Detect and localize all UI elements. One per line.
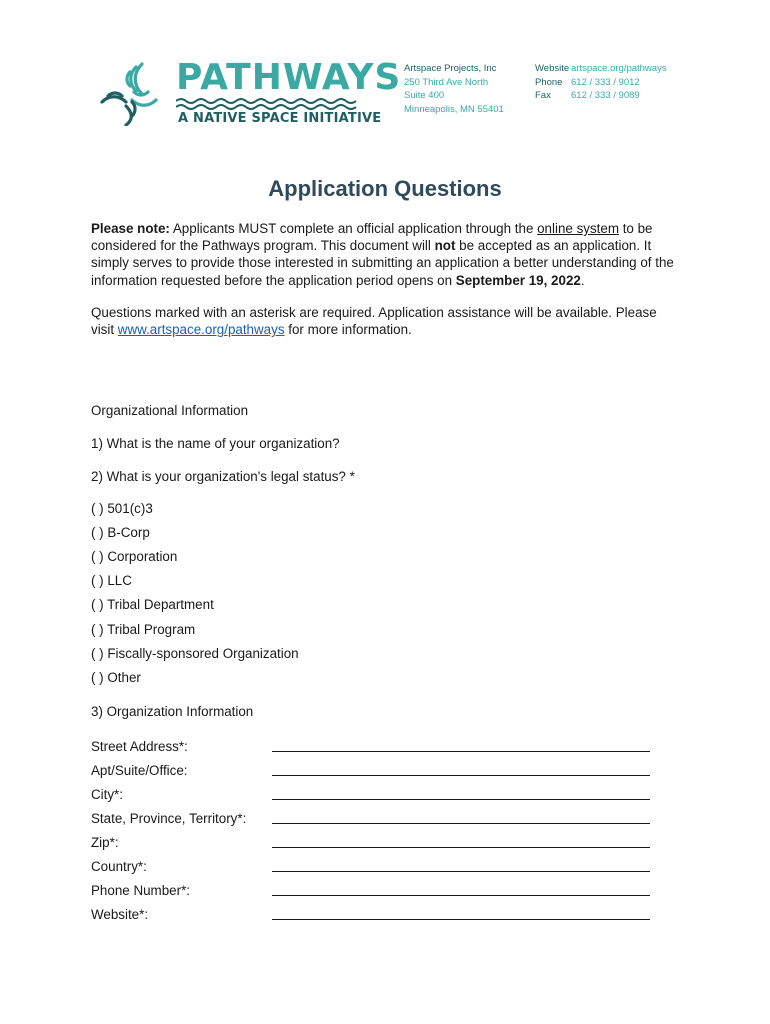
option-fiscally-sponsored[interactable]: ( ) Fiscally-sponsored Organization xyxy=(91,646,299,661)
website-field[interactable] xyxy=(272,918,650,920)
note-date: September 19, 2022 xyxy=(455,272,581,288)
option-b-corp[interactable]: ( ) B-Corp xyxy=(91,525,150,540)
option-tribal-department[interactable]: ( ) Tribal Department xyxy=(91,597,214,612)
option-llc[interactable]: ( ) LLC xyxy=(91,573,132,588)
fax-label: Fax xyxy=(535,90,551,102)
online-system-link[interactable]: online system xyxy=(537,221,619,236)
contact-block xyxy=(535,62,667,103)
phone-number-label: Phone Number*: xyxy=(91,883,190,898)
question-3: 3) Organization Information xyxy=(91,704,254,719)
phone-number-field[interactable] xyxy=(272,894,650,896)
phone-value: 612 / 333 / 9012 xyxy=(571,76,640,88)
pathways-logo-icon xyxy=(100,62,162,126)
website-field-label: Website*: xyxy=(91,907,149,922)
street-address-label: Street Address*: xyxy=(91,739,188,754)
note-text: be accepted as an application. It simply serves to provide those interested in submitting an application a better understanding of the information requested before the application period opens on xyxy=(91,238,674,288)
page-title: Application Questions xyxy=(268,176,502,201)
section-heading: Organizational Information xyxy=(91,403,249,418)
logo-tagline: A NATIVE SPACE INITIATIVE xyxy=(178,111,382,126)
option-other[interactable]: ( ) Other xyxy=(91,670,141,685)
artspace-link[interactable]: www.artspace.org/pathways xyxy=(117,322,285,338)
address-block xyxy=(404,62,504,116)
option-tribal-program[interactable]: ( ) Tribal Program xyxy=(91,622,196,637)
note-not: not xyxy=(434,238,456,254)
note-text: . xyxy=(580,272,585,288)
website-value[interactable]: artspace.org/pathways xyxy=(571,63,667,74)
required-text: for more information. xyxy=(284,322,412,338)
question-2: 2) What is your organization's legal status? * xyxy=(91,469,355,484)
zip-label: Zip*: xyxy=(91,835,119,850)
state-label: State, Province, Territory*: xyxy=(91,811,247,826)
street-address-field[interactable] xyxy=(272,750,650,752)
zip-field[interactable] xyxy=(272,846,650,848)
apt-suite-field[interactable] xyxy=(272,774,650,776)
note-prefix: Please note: xyxy=(91,221,170,236)
option-501c3[interactable]: ( ) 501(c)3 xyxy=(91,501,153,516)
note-text: Applicants MUST complete an official application through the xyxy=(169,221,538,236)
logo-wordmark: PATHWAYS xyxy=(176,57,402,98)
letterhead xyxy=(100,58,680,130)
address-line: Minneapolis, MN 55401 xyxy=(404,103,504,115)
address-line: 250 Third Ave North xyxy=(404,76,489,88)
website-label: Website xyxy=(535,63,570,74)
fax-value: 612 / 333 / 9089 xyxy=(571,90,640,102)
city-label: City*: xyxy=(91,787,123,802)
apt-suite-label: Apt/Suite/Office: xyxy=(91,763,188,778)
address-line: Suite 400 xyxy=(404,90,445,102)
country-label: Country*: xyxy=(91,859,147,874)
required-text: Questions marked with an asterisk are required. Application assistance will be available. Please visit xyxy=(91,305,657,338)
required-note-paragraph xyxy=(91,304,683,338)
state-field[interactable] xyxy=(272,822,650,824)
please-note-paragraph xyxy=(91,220,683,289)
note-text: to be considered for the Pathways program. This document will xyxy=(91,221,653,254)
country-field[interactable] xyxy=(272,870,650,872)
city-field[interactable] xyxy=(272,798,650,800)
option-corporation[interactable]: ( ) Corporation xyxy=(91,549,178,564)
phone-label: Phone xyxy=(535,76,563,88)
question-1: 1) What is the name of your organization? xyxy=(91,436,340,451)
address-line: Artspace Projects, Inc xyxy=(404,63,497,74)
